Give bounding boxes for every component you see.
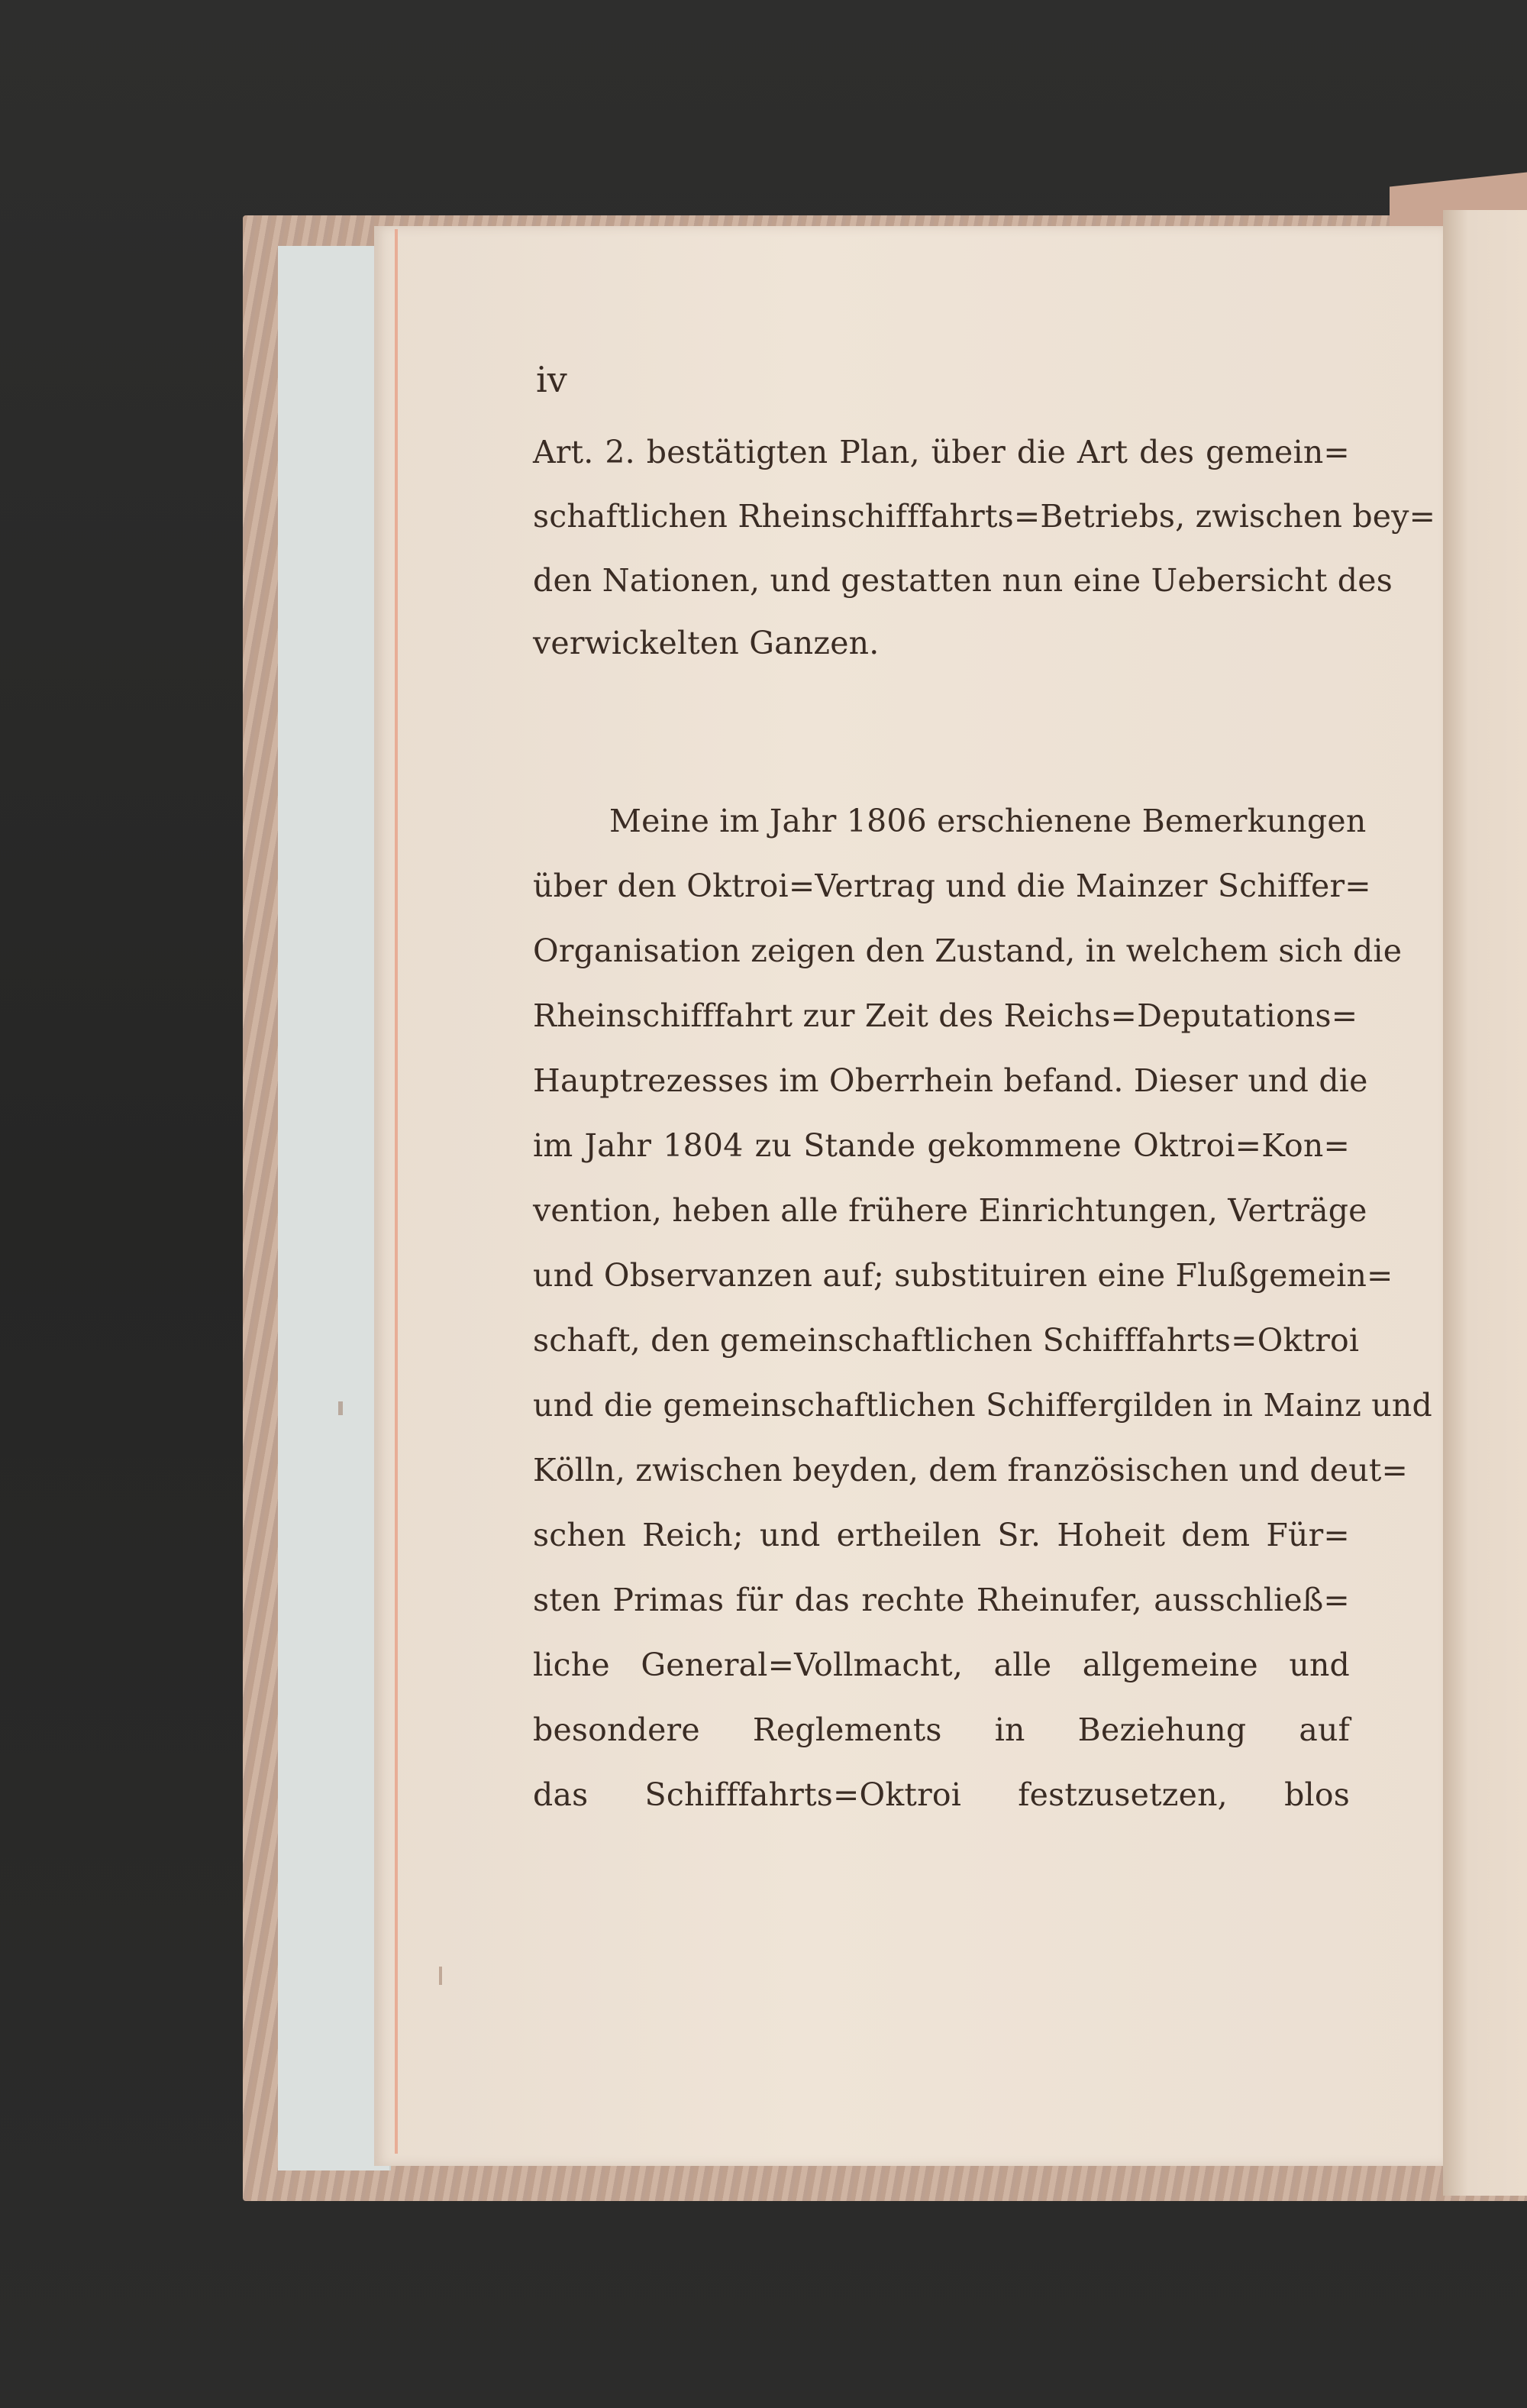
text-line: Art. 2. bestätigten Plan, über die Art des gemein=	[533, 434, 1350, 470]
text-line: Organisation zeigen den Zustand, in welchem sich die	[533, 932, 1403, 969]
text-line: vention, heben alle frühere Einrichtungen, Verträge	[533, 1192, 1367, 1229]
text-line: schen Reich; und ertheilen Sr. Hoheit dem Für=	[533, 1517, 1350, 1553]
text-line: Hauptrezesses im Oberrhein befand. Dieser und die	[533, 1062, 1368, 1099]
page-blemish	[439, 1967, 442, 1985]
text-line: besondere Reglements in Beziehung auf	[533, 1711, 1350, 1748]
text-line: und die gemeinschaftlichen Schiffergilden in Mainz und	[533, 1387, 1432, 1424]
text-line: verwickelten Ganzen.	[533, 625, 880, 661]
page-number: iv	[536, 359, 567, 400]
text-line: im Jahr 1804 zu Stande gekommene Oktroi=Kon=	[533, 1127, 1350, 1164]
facing-page-edge	[1443, 210, 1527, 2196]
text-line: Meine im Jahr 1806 erschienene Bemerkungen	[609, 803, 1367, 839]
text-line: liche General=Vollmacht, alle allgemeine und	[533, 1647, 1350, 1683]
page-blemish	[338, 1401, 343, 1415]
text-line: und Observanzen auf; substituiren eine Flußgemein=	[533, 1257, 1393, 1294]
text-line: das Schifffahrts=Oktroi festzusetzen, blos	[533, 1776, 1350, 1813]
text-line: schaftlichen Rheinschifffahrts=Betriebs, zwischen bey=	[533, 498, 1436, 535]
text-line: Rheinschifffahrt zur Zeit des Reichs=Deputations=	[533, 997, 1358, 1034]
text-line: Kölln, zwischen beyden, dem französischen und deut=	[533, 1452, 1409, 1488]
page-gutter-stain	[395, 229, 398, 2154]
text-line: über den Oktroi=Vertrag und die Mainzer Schiffer=	[533, 868, 1371, 904]
text-line: sten Primas für das rechte Rheinufer, ausschließ=	[533, 1582, 1350, 1618]
text-line: den Nationen, und gestatten nun eine Uebersicht des	[533, 562, 1393, 599]
text-line: schaft, den gemeinschaftlichen Schifffahrts=Oktroi	[533, 1322, 1360, 1359]
